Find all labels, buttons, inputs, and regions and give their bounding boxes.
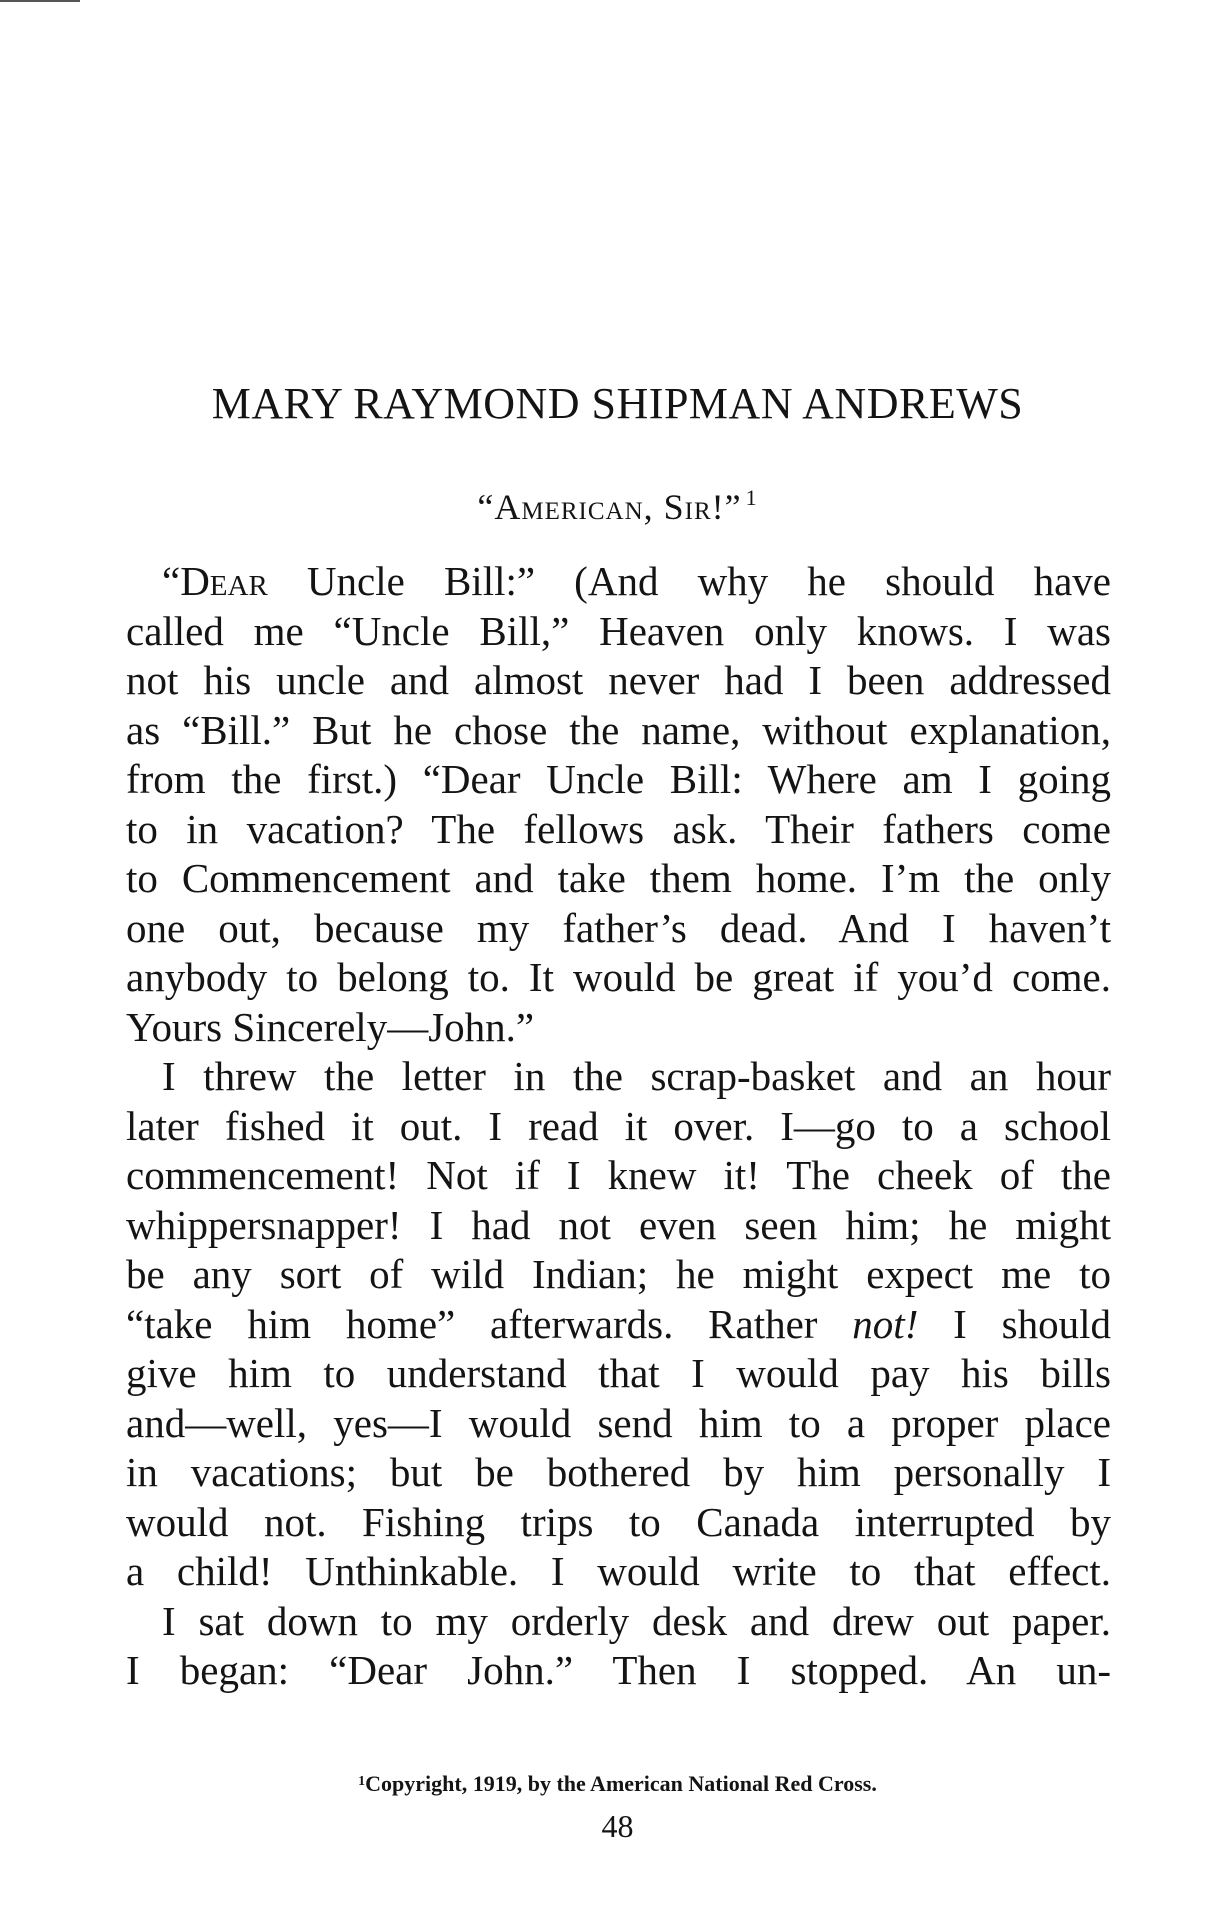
text-line: Yours Sincerely—John.” [126, 1003, 535, 1050]
text-line: called me “Uncle Bill,” Heaven only knows. I was [126, 607, 1111, 654]
line-start: “take him home” afterwards. Rather [126, 1300, 818, 1347]
top-rule [0, 0, 80, 2]
title-open-quote: “ [477, 487, 495, 527]
story-title [0, 485, 1205, 528]
text-line: in vacations; but be bothered by him personally I [126, 1449, 1111, 1495]
text-line [126, 557, 1111, 607]
italic-word: not! [852, 1300, 919, 1347]
text-line: to Commencement and take them home. I’m the only [126, 855, 1111, 901]
line-end: I should [918, 1300, 1112, 1347]
footnote-marker: 1 [358, 1774, 366, 1789]
text-line: a child! Unthinkable. I would write to that effect. [126, 1548, 1111, 1594]
text-line [126, 1300, 1111, 1350]
text-line: to in vacation? The fellows ask. Their fathers come [126, 805, 1111, 852]
text-line: I threw the letter in the scrap-basket and an hour [162, 1053, 1111, 1099]
text-line: commencement! Not if I knew it! The cheek of the [126, 1152, 1111, 1198]
title-word-american: American [494, 487, 644, 527]
text-line: from the first.) “Dear Uncle Bill: Where am I going [126, 756, 1111, 802]
title-close: !” [711, 487, 742, 527]
text-line: not his uncle and almost never had I been addressed [126, 657, 1111, 703]
text-line: anybody to belong to. It would be great if you’d come. [126, 954, 1111, 1000]
first-word: “Dear [162, 558, 268, 604]
body-text [126, 557, 1111, 1696]
text-line: I sat down to my orderly desk and drew out paper. [162, 1597, 1111, 1644]
text-line: whippersnapper! I had not even seen him; he might [126, 1201, 1111, 1248]
text-line: one out, because my father’s dead. And I haven’t [126, 904, 1111, 951]
text-line: would not. Fishing trips to Canada interrupted by [126, 1498, 1111, 1545]
text-line: as “Bill.” But he chose the name, without explanation, [126, 706, 1111, 753]
title-word-sir: Sir [663, 487, 712, 527]
footnote [0, 1771, 1205, 1797]
text-line: later fished it out. I read it over. I—go to a school [126, 1102, 1111, 1149]
title-separator: , [643, 487, 664, 527]
author-heading: MARY RAYMOND SHIPMAN ANDREWS [211, 379, 1024, 428]
text-line: give him to understand that I would pay his bills [126, 1350, 1111, 1396]
page-number: 48 [601, 1808, 634, 1844]
text-line: be any sort of wild Indian; he might expect me to [126, 1251, 1111, 1297]
text-line: I began: “Dear John.” Then I stopped. An un- [126, 1647, 1111, 1693]
title-footnote-marker: 1 [745, 485, 758, 510]
first-line-rest: Uncle Bill:” (And why he should have [267, 558, 1111, 604]
footnote-text: Copyright, 1919, by the American National Red Cross. [365, 1771, 877, 1796]
text-line: and—well, yes—I would send him to a proper place [126, 1399, 1111, 1446]
